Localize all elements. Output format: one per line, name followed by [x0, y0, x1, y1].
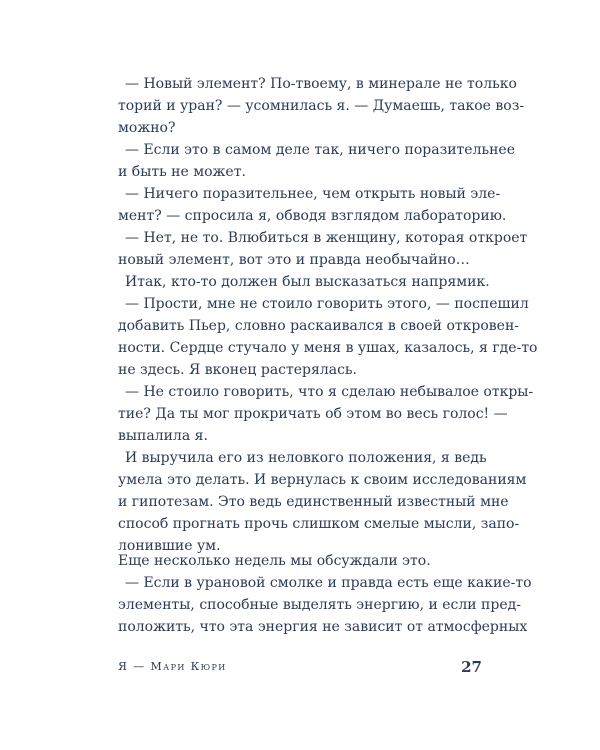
text-line: тие? Да ты мог прокричать об этом во весь голос! — — [118, 406, 508, 422]
text-line: положить, что эта энергия не зависит от атмосферных — [118, 619, 528, 635]
text-line: способ прогнать прочь слишком смелые мысли, запо- — [118, 516, 520, 532]
text-line: мент? — спросила я, обводя взглядом лабораторию. — [118, 208, 507, 224]
text-line: Итак, кто-то должен был высказаться напрямик. — [125, 274, 490, 290]
text-line: — Не стоило говорить, что я сделаю небывалое откры- — [125, 384, 534, 400]
text-line: — Новый элемент? По-твоему, в минерале не только — [125, 76, 517, 92]
text-line: не здесь. Я вконец растерялась. — [118, 362, 357, 378]
text-line: выпалила я. — [118, 428, 208, 444]
body-text-block — [118, 550, 532, 638]
text-line: торий и уран? — усомнилась я. — Думаешь, такое воз- — [118, 98, 525, 114]
text-line: — Ничего поразительнее, чем открыть новый эле- — [125, 186, 501, 202]
text-line: — Если это в самом деле так, ничего поразительнее — [125, 142, 516, 158]
text-line: — Нет, не то. Влюбиться в женщину, которая откроет — [125, 230, 528, 246]
text-line: и гипотезам. Это ведь единственный известный мне — [118, 494, 509, 510]
text-line: добавить Пьер, словно раскаивался в своей откровен- — [118, 318, 520, 334]
text-line: можно? — [118, 120, 176, 136]
text-line: ности. Сердце стучало у меня в ушах, казалось, я где-то — [118, 340, 538, 356]
page-number: 27 — [461, 658, 482, 676]
text-line: умела это делать. И вернулась к своим исследованиям — [118, 472, 527, 488]
text-line: И выручила его из неловкого положения, я ведь — [125, 450, 487, 466]
running-title: Я — Мари Кюри — [118, 660, 227, 673]
text-line: новый элемент, вот это и правда необычайно… — [118, 252, 470, 268]
text-line: — Прости, мне не стоило говорить этого, — поспешил — [125, 296, 529, 312]
page-footer — [118, 658, 482, 676]
body-text-block — [118, 73, 538, 557]
text-line: — Если в урановой смолке и правда есть еще какие-то — [125, 575, 532, 591]
text-line: элементы, способные выделять энергию, и если пред- — [118, 597, 521, 613]
text-line: и быть не может. — [118, 164, 246, 180]
text-line: Еще несколько недель мы обсуждали это. — [118, 553, 431, 569]
text-line: лонившие ум. — [118, 538, 221, 554]
